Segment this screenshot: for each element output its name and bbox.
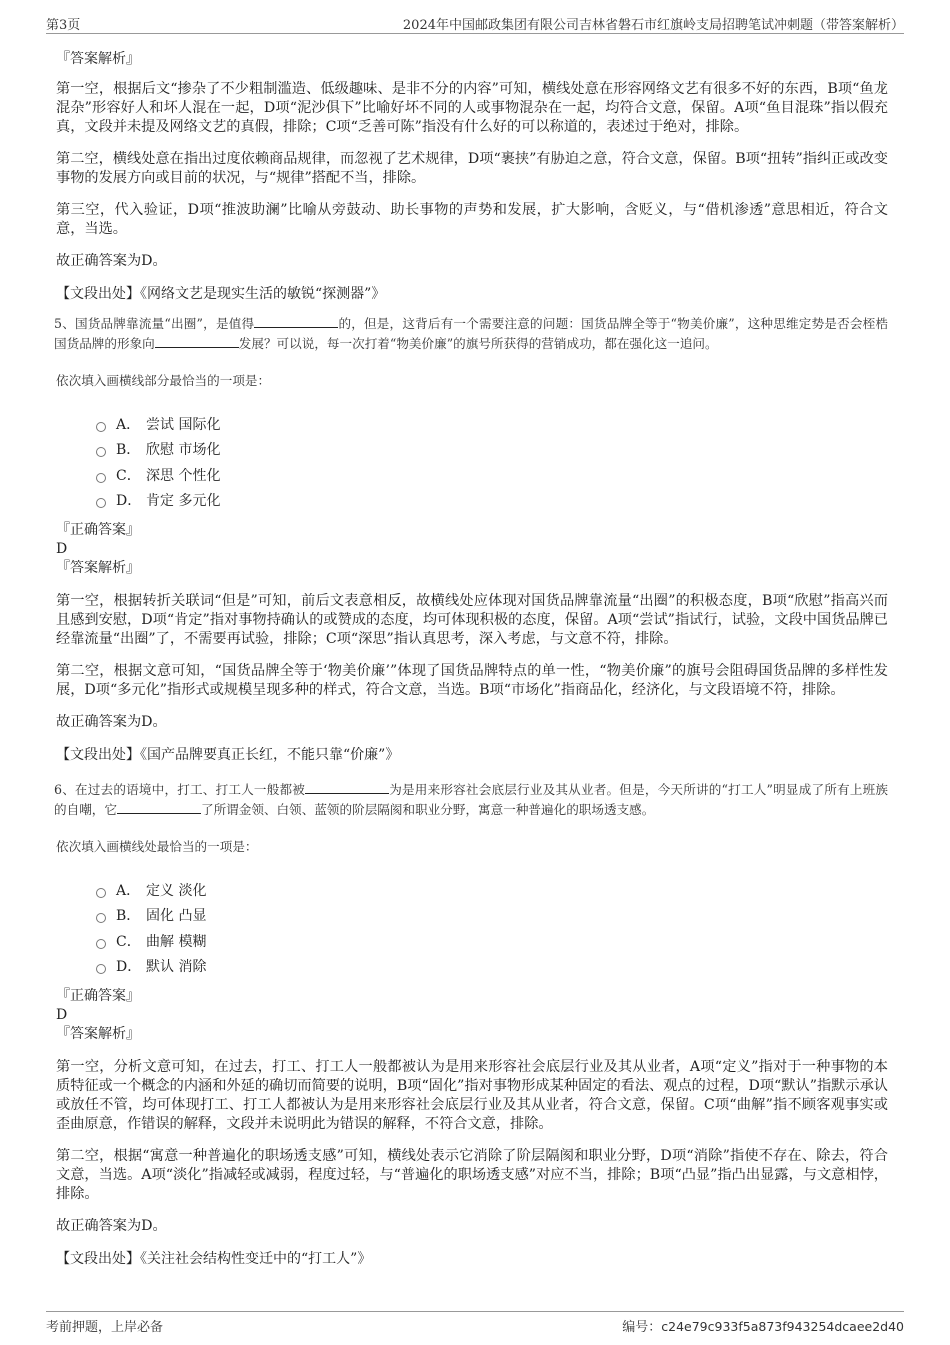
answer-blank xyxy=(155,336,239,348)
explanation-paragraph: 第一空，分析文意可知，在过去，打工、打工人一般都被认为是用来形容社会底层行业及其从业者，A项“定义”指对于一种事物的本质特征或一个概念的内涵和外延的确切而简要的说明，B项“固化”指对事物形成某种固定的看法、观点的过程，D项“默认”指默示承认或放任不管，均可体现打工、打工人都被认为是用来形容社会底层行业及其从业者，符合文意，保留。C项“曲解”指不顾客观事实或歪曲原意，作错误的解释，文段并未说明此为错误的解释，不符合文意，排除。 xyxy=(56,1059,888,1132)
footer-slogan: 考前押题，上岸必备 xyxy=(46,1320,164,1335)
question-instruction: 依次填入画横线部分最恰当的一项是： xyxy=(56,373,271,388)
correct-answer: D xyxy=(56,1007,68,1023)
explanation-paragraph: 第一空，根据后文“掺杂了不少粗制滥造、低级趣味、是非不分的内容”可知，横线处意在形容网络文艺有很多不好的东西，B项“鱼龙混杂”形容好人和坏人混在一起，D项“泥沙俱下”比喻好坏不同的人或事物混杂在一起，均符合文意，保留。A项“鱼目混珠”指以假充真，文段并未提及网络文艺的真假，排除；C项“乏善可陈”指没有什么好的可以称道的，表述过于绝对，排除。 xyxy=(56,81,888,135)
question-5-options xyxy=(96,411,888,513)
option-c[interactable]: C． 曲解 模糊 xyxy=(96,928,888,954)
option-a[interactable]: A． 定义 淡化 xyxy=(96,877,888,903)
correct-answer: D xyxy=(56,541,68,557)
explanation-conclusion: 故正确答案为D。 xyxy=(56,1218,167,1234)
radio-button[interactable] xyxy=(96,964,106,974)
question-6-options xyxy=(96,877,888,979)
question-6-text: 6、在过去的语境中，打工、打工人一般都被 为是用来形容社会底层行业及其从业者。但是，今天所讲的“打工人”明显成了所有上班族的自嘲，它 了所谓金领、白领、蓝领的阶层隔阂和职业分野，寓意一种普遍化的职场透支感。 xyxy=(54,782,888,817)
answer-blank xyxy=(117,802,201,814)
explanation-label: 『答案解析』 xyxy=(56,1026,140,1042)
correct-answer-label: 『正确答案』 xyxy=(56,988,140,1004)
question-5-text: 5、国货品牌靠流量“出圈”，是值得 的，但是，这背后有一个需要注意的问题：国货品牌全等于“物美价廉”，这种思维定势是否会桎梏国货品牌的形象向 发展？可以说，每一次打着“物美价廉”的旗号所获得的营销成功，都在强化这一追问。 xyxy=(54,316,888,351)
explanation-paragraph: 第二空，横线处意在指出过度依赖商品规律，而忽视了艺术规律，D项“裹挟”有胁迫之意，符合文意，保留。B项“扭转”指纠正或改变事物的发展方向或目前的状况，与“规律”搭配不当，排除。 xyxy=(56,151,888,186)
radio-button[interactable] xyxy=(96,498,106,508)
option-d[interactable]: D． 默认 消除 xyxy=(96,954,888,980)
document-title: 2024年中国邮政集团有限公司吉林省磐石市红旗岭支局招聘笔试冲刺题（带答案解析） xyxy=(402,18,904,33)
explanation-label: 『答案解析』 xyxy=(56,51,140,67)
explanation-conclusion: 故正确答案为D。 xyxy=(56,253,167,269)
radio-button[interactable] xyxy=(96,888,106,898)
radio-button[interactable] xyxy=(96,473,106,483)
option-d[interactable]: D． 肯定 多元化 xyxy=(96,488,888,514)
page-header xyxy=(46,14,904,34)
explanation-conclusion: 故正确答案为D。 xyxy=(56,714,167,730)
explanation-paragraph: 第二空，根据文意可知，“国货品牌全等于‘物美价廉’”体现了国货品牌特点的单一性，“物美价廉”的旗号会阻碍国货品牌的多样性发展，D项“多元化”指形式或规模呈现多种的样式，符合文意，当选。B项“市场化”指商品化，经济化，与文段语境不符，排除。 xyxy=(56,663,888,698)
document-code: 编号：c24e79c933f5a873f943254dcaee2d40 xyxy=(622,1319,904,1335)
passage-source: 【文段出处】《国产品牌要真正长红，不能只靠“价廉”》 xyxy=(56,747,400,763)
correct-answer-label: 『正确答案』 xyxy=(56,522,140,538)
explanation-paragraph: 第三空，代入验证，D项“推波助澜”比喻从旁鼓动、助长事物的声势和发展，扩大影响，含贬义，与“借机渗透”意思相近，符合文意，当选。 xyxy=(56,202,888,237)
passage-source: 【文段出处】《网络文艺是现实生活的敏锐“探测器”》 xyxy=(56,286,386,302)
option-a[interactable]: A． 尝试 国际化 xyxy=(96,411,888,437)
radio-button[interactable] xyxy=(96,939,106,949)
radio-button[interactable] xyxy=(96,422,106,432)
explanation-paragraph: 第一空，根据转折关联词“但是”可知，前后文表意相反，故横线处应体现对国货品牌靠流量“出圈”的积极态度，B项“欣慰”指高兴而且感到安慰，D项“肯定”指对事物持确认的或赞成的态度，均可体现积极的态度，保留。A项“尝试”指试行，试验，文段中国货品牌已经靠流量“出圈”了，不需要再试验，排除；C项“深思”指认真思考，深入考虑，与文意不符，排除。 xyxy=(56,593,888,647)
option-b[interactable]: B． 固化 凸显 xyxy=(96,903,888,929)
page-footer xyxy=(46,1311,904,1335)
passage-source: 【文段出处】《关注社会结构性变迁中的“打工人”》 xyxy=(56,1251,372,1267)
question-instruction: 依次填入画横线处最恰当的一项是： xyxy=(56,839,258,854)
page-number: 第3页 xyxy=(46,18,81,33)
option-b[interactable]: B． 欣慰 市场化 xyxy=(96,437,888,463)
answer-blank xyxy=(305,782,389,794)
radio-button[interactable] xyxy=(96,447,106,457)
answer-blank xyxy=(254,316,338,328)
radio-button[interactable] xyxy=(96,913,106,923)
explanation-label: 『答案解析』 xyxy=(56,560,140,576)
option-c[interactable]: C． 深思 个性化 xyxy=(96,462,888,488)
document-body xyxy=(56,46,888,1279)
explanation-paragraph: 第二空，根据“寓意一种普遍化的职场透支感”可知，横线处表示它消除了阶层隔阂和职业分野，D项“消除”指使不存在、除去，符合文意，当选。A项“淡化”指减轻或减弱，程度过轻，与“普遍化的职场透支感”对应不当，排除；B项“凸显”指凸出显露，与文意相悖，排除。 xyxy=(56,1148,888,1202)
